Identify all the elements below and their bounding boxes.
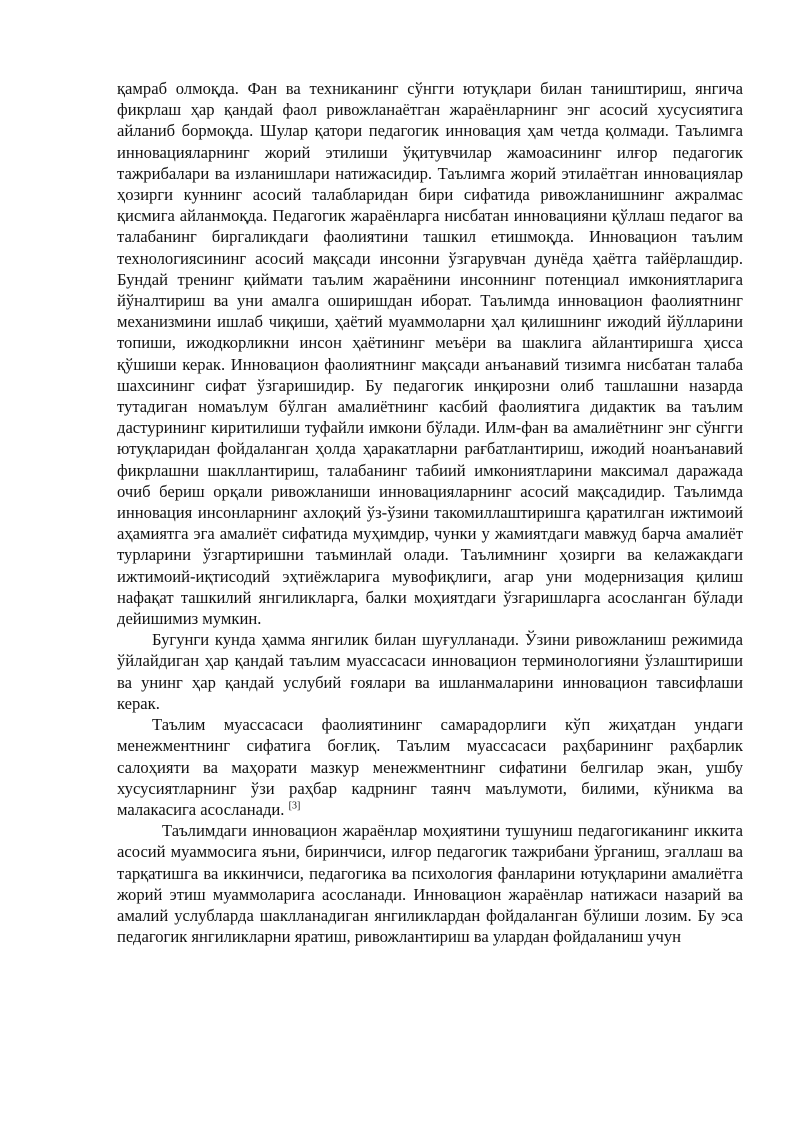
paragraph-innovation-processes: Таълимдаги инновацион жараёнлар моҳиятини тушуниш педагогиканинг иккита асосий муаммосига яъни, биринчиси, илғор педагогик тажрибани ўрганиш, эгаллаш ва тарқатишга ва иккинчиси, педагогика ва психология фанларини ютуқларини амалиётга жорий этиш муаммоларига асосланади. Инновацион жараёнлар натижаси назарий ва амалий услубларда шаклланадиган янгиликлардан фойдаланган бўлиши лозим. Бу эса педагогик янгиликларни яратиш, ривожлантириш ва улардан фойдаланиш учун xyxy=(117,821,743,947)
paragraph-management-text: Таълим муассасаси фаолиятининг самарадорлиги кўп жиҳатдан ундаги менежментнинг сифатига боғлиқ. Таълим муассасаси раҳбарининг раҳбарлик салоҳияти ва маҳорати мазкур менежментнинг сифатини белгилар экан, ушбу хусусиятларнинг ўзи раҳбар кадрнинг таянч маълумоти, билими, кўникма ва малакасига асосланади. xyxy=(117,715,743,819)
paragraph-innovation-purpose: қамраб олмоқда. Фан ва техниканинг сўнгги ютуқлари билан таништириш, янгича фикрлаш ҳар қандай фаол ривожланаётган жараёнларнинг энг асосий хусусиятига айланиб бормоқда. Шулар қатори педагогик инновация ҳам четда қолмади. Таълимга инновацияларнинг жорий этилиши ўқитувчилар жамоасининг илғор педагогик тажрибалари ва изланишлари натижасидир. Таълимга жорий этилаётган инновациялар ҳозирги куннинг асосий талабларидан бири сифатида ривожланишнинг ажралмас қисмига айланмоқда. Педагогик жараёнларга нисбатан инновацияни қўллаш педагог ва талабанинг биргаликдаги фаолиятини ташкил етишмоқда. Инновацион таълим технологиясининг асосий мақсади инсонни ўзгарувчан дунёда ҳаётга тайёрлашдир. Бундай тренинг қиймати таълим жараёнини инсоннинг потенциал имкониятларига йўналтириш ва уни амалга оширишдан иборат. Таълимда инновацион фаолиятнинг механизмини ишлаб чиқиши, ҳаётий муаммоларни ҳал қилишнинг ижодий йўлларини топиши, ижодкорликни инсон ҳаётининг меъёри ва шаклига айлантиришга ҳисса қўшиши керак. Инновацион фаолиятнинг мақсади анъанавий тизимга нисбатан талаба шахсининг сифат ўзгаришидир. Бу педагогик инқирозни олиб ташлашни назарда тутадиган номаълум бўлган амалиётнинг касбий фаолиятига дидактик ва таълим дастурининг киритилиши туфайли имкони бўлади. Илм-фан ва амалиётнинг энг сўнгги ютуқларидан фойдаланган ҳолда ҳаракатларни рағбатлантириш, ижодий ноанъанавий фикрлашни шакллантириш, талабанинг табиий имкониятларини максимал даражада очиб бериш орқали ривожланиши инновацияларнинг асосий мақсадидир. Таълимда инновация инсонларнинг ахлоқий ўз-ўзини такомиллаштиришга қаратилган ижтимоий аҳамиятга эга амалиёт сифатида муҳимдир, чунки у жамиятдаги мавжуд барча амалиёт турларини ўзгартиришни таъминлай олади. Таълимнинг ҳозирги ва келажакдаги ижтимоий-иқтисодий эҳтиёжларига мувофиқлиги, агар уни модернизация қилиш нафақат ташкилий янгиликларга, балки моҳиятдаги ўзгаришларга асосланган бўлади дейишимиз мумкин. xyxy=(117,79,743,629)
paragraph-management-quality xyxy=(117,714,743,820)
document-page xyxy=(117,78,743,947)
citation-reference[interactable]: [3] xyxy=(288,800,301,812)
paragraph-today-innovation: Бугунги кунда ҳамма янгилик билан шуғулланади. Ўзини ривожланиш режимида ўйлайдиган ҳар қандай таълим муассасаси инновацион терминологияни ўзлаштириши ва унинг ҳар қандай услубий ғоялари ва ишланмаларини инновацион тавсифлаши керак. xyxy=(117,630,743,713)
